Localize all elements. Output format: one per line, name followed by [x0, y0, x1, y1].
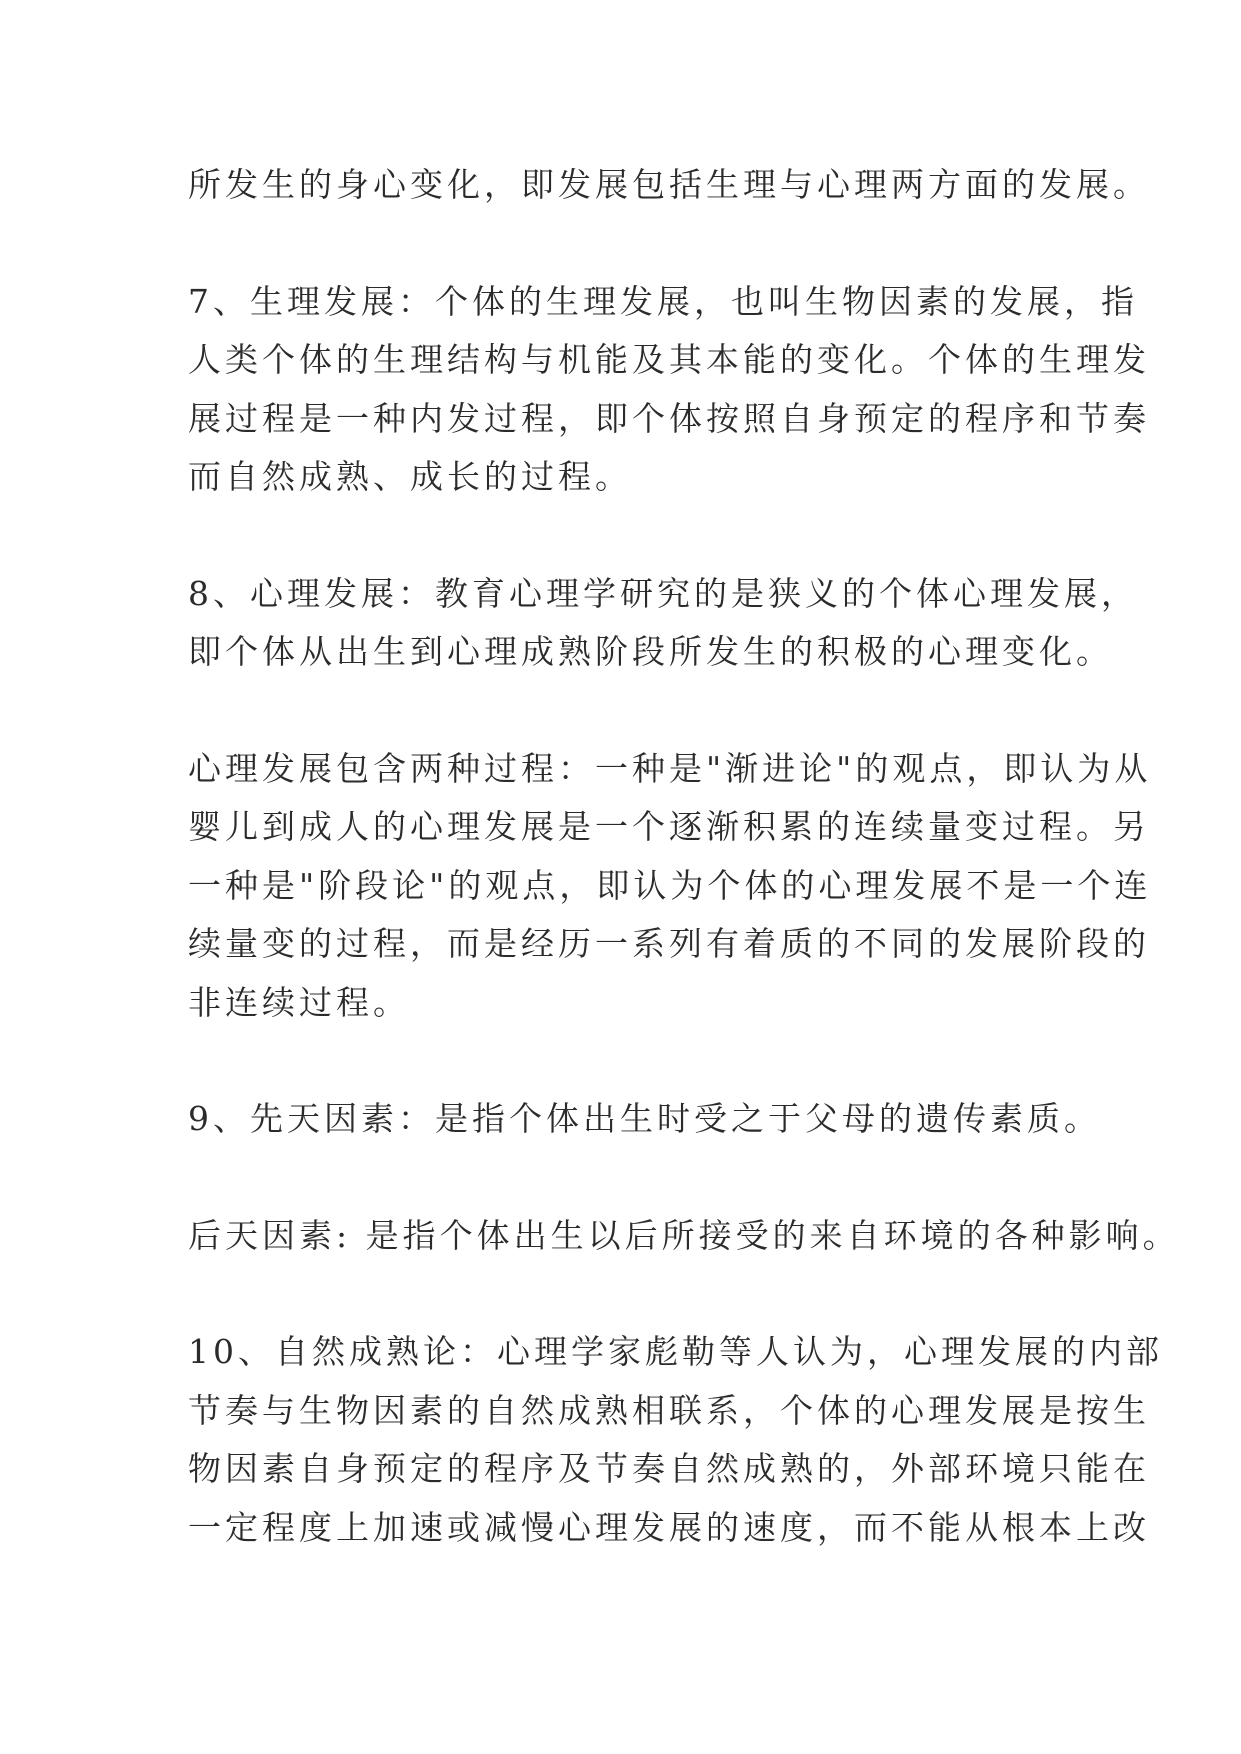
text-line: 展过程是一种内发过程，即个体按照自身预定的程序和节奏	[188, 398, 1150, 438]
text-line: 非连续过程。	[188, 982, 410, 1022]
text-line: 而自然成熟、成长的过程。	[188, 457, 632, 496]
text-line: 一定程度上加速或减慢心理发展的速度，而不能从根本上改	[188, 1507, 1150, 1547]
text-line: 一种是"阶段论"的观点，即认为个体的心理发展不是一个连	[188, 865, 1152, 905]
text-line: 7、生理发展：个体的生理发展，也叫生物因素的发展，指	[188, 281, 1138, 321]
text-line: 10、自然成熟论：心理学家彪勒等人认为，心理发展的内部	[188, 1332, 1163, 1371]
text-line: 后天因素: 是指个体出生以后所接受的来自环境的各种影响。	[188, 1215, 1180, 1255]
text-line: 9、先天因素：是指个体出生时受之于父母的遗传素质。	[188, 1099, 1101, 1138]
paragraph-psychological-development	[188, 565, 1138, 682]
paragraph-acquired-factors	[188, 1207, 1180, 1266]
text-line: 物因素自身预定的程序及节奏自然成熟的，外部环境只能在	[188, 1449, 1150, 1488]
text-line: 所发生的身心变化，即发展包括生理与心理两方面的发展。	[188, 165, 1150, 204]
paragraph-innate-factors	[188, 1090, 1101, 1149]
text-line: 节奏与生物因素的自然成熟相联系，个体的心理发展是按生	[188, 1390, 1150, 1430]
paragraph-natural-maturation-theory	[188, 1323, 1163, 1557]
text-line: 婴儿到成人的心理发展是一个逐渐积累的连续量变过程。另	[188, 807, 1150, 846]
text-line: 8、心理发展：教育心理学研究的是狭义的个体心理发展，	[188, 573, 1138, 613]
text-line: 人类个体的生理结构与机能及其本能的变化。个体的生理发	[188, 340, 1150, 379]
paragraph-physiological-development	[188, 273, 1150, 507]
paragraph-development-definition	[188, 156, 1150, 215]
text-line: 心理发展包含两种过程：一种是"渐进论"的观点，即认为从	[188, 748, 1152, 788]
paragraph-two-processes	[188, 740, 1152, 1033]
text-line: 续量变的过程，而是经历一系列有着质的不同的发展阶段的	[188, 924, 1150, 963]
document-body	[188, 156, 1180, 1615]
text-line: 即个体从出生到心理成熟阶段所发生的积极的心理变化。	[188, 632, 1113, 671]
